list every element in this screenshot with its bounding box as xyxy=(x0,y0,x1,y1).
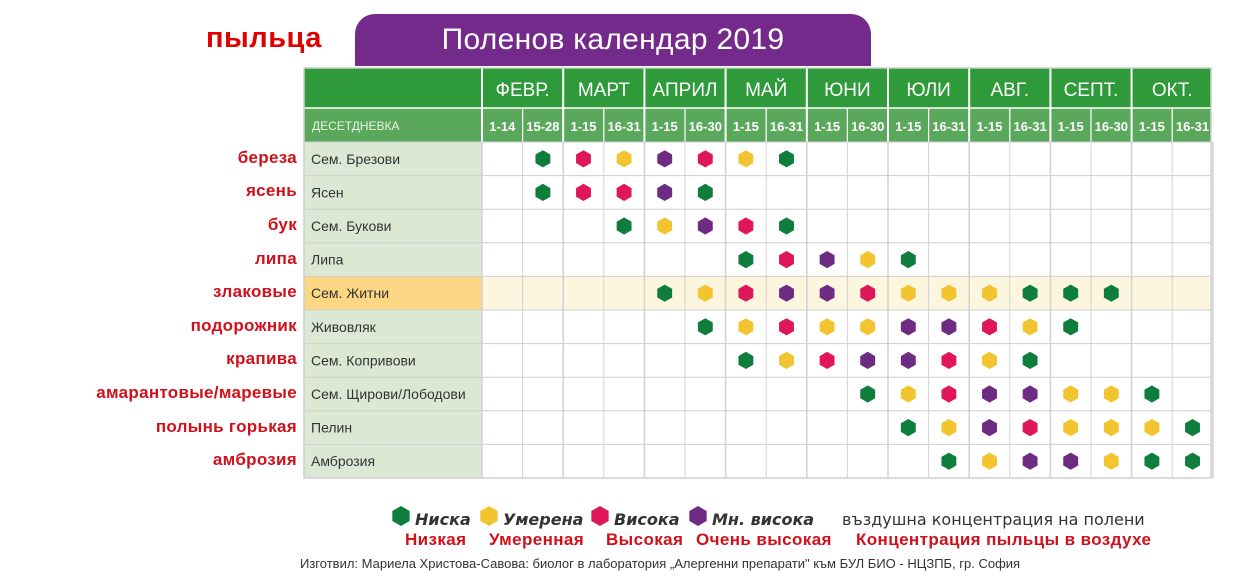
month-label: АПРИЛ xyxy=(652,80,718,101)
legend-description-bg: въздушна концентрация на полени xyxy=(842,510,1145,529)
species-bg-label: Амброзия xyxy=(311,453,376,470)
month-label: МАРТ xyxy=(577,80,630,101)
decade-label: 16-30 xyxy=(1094,119,1128,134)
month-label: ЮНИ xyxy=(824,80,871,101)
species-bg-label: Сем. Житни xyxy=(311,285,390,302)
species-ru-label: злаковые xyxy=(213,282,297,302)
legend-label-ru: Умеренная xyxy=(489,530,585,549)
pollen-russian-label: пыльца xyxy=(206,22,322,54)
species-ru-label: крапива xyxy=(226,349,297,369)
decade-label: 1-15 xyxy=(570,119,597,134)
species-bg-label: Липа xyxy=(311,251,344,268)
decade-label: 16-30 xyxy=(688,119,722,134)
species-bg-label: Сем. Букови xyxy=(311,218,392,234)
footer-credit: Изготвил: Мариела Христова-Савова: биолог в лаборатория „Алергенни препарати" към БУЛ БИО - НЦЗПБ, гр. София xyxy=(300,556,1021,571)
legend-marker-m xyxy=(478,505,500,527)
decade-label: 16-31 xyxy=(1013,119,1047,134)
legend-label-bg: Ниска xyxy=(415,510,471,529)
species-ru-label: ясень xyxy=(245,181,297,201)
legend-description-ru: Концентрация пыльцы в воздухе xyxy=(856,530,1152,549)
decade-header-label: ДЕСЕТДНЕВКА xyxy=(312,119,400,133)
decade-label: 1-15 xyxy=(732,119,759,134)
legend-marker-h xyxy=(589,505,611,527)
species-bg-label: Пелин xyxy=(311,419,353,436)
month-label: СЕПТ. xyxy=(1063,80,1119,101)
decade-label: 15-28 xyxy=(526,119,560,134)
legend-marker-n xyxy=(390,505,412,527)
species-ru-label: амарантовые/маревые xyxy=(96,383,297,402)
month-label: АВГ. xyxy=(990,80,1030,101)
decade-label: 1-15 xyxy=(814,119,841,134)
species-bg-label: Ясен xyxy=(311,184,344,201)
page-title: Поленов календар 2019 xyxy=(441,23,785,56)
species-bg-label: Сем. Щирови/Лободови xyxy=(311,386,466,402)
decade-label: 1-15 xyxy=(1057,119,1084,134)
legend-label-ru: Низкая xyxy=(405,530,467,549)
species-bg-label: Сем. Брезови xyxy=(311,150,401,167)
decade-label: 16-30 xyxy=(851,119,885,134)
legend-label-bg: Висока xyxy=(614,510,680,529)
month-label: МАЙ xyxy=(745,80,788,101)
species-ru-label: береза xyxy=(237,147,297,167)
species-ru-label: полынь горькая xyxy=(155,416,297,436)
month-label: ОКТ. xyxy=(1151,80,1193,101)
decade-label: 16-31 xyxy=(932,119,966,134)
decade-label: 1-15 xyxy=(976,119,1003,134)
month-label: ЮЛИ xyxy=(906,80,951,101)
legend-label-bg: Мн. висока xyxy=(712,510,815,529)
decade-label: 1-15 xyxy=(651,119,678,134)
species-ru-label: липа xyxy=(254,248,297,268)
species-ru-label: подорожник xyxy=(190,315,297,335)
species-ru-label: амброзия xyxy=(212,450,297,470)
decade-label: 16-31 xyxy=(607,119,641,134)
decade-label: 16-31 xyxy=(1175,119,1210,134)
decade-label: 1-15 xyxy=(1138,119,1165,134)
highlight-row xyxy=(482,276,1211,310)
decade-label: 1-14 xyxy=(489,119,516,134)
species-bg-label: Живовляк xyxy=(311,318,376,335)
decade-label: 16-31 xyxy=(769,119,804,134)
legend-marker-v xyxy=(687,505,709,527)
legend-label-bg: Умерена xyxy=(503,510,584,529)
decade-label: 1-15 xyxy=(895,119,922,134)
species-ru-label: бук xyxy=(267,215,297,234)
legend-label-ru: Высокая xyxy=(606,530,684,549)
species-bg-label: Сем. Копривови xyxy=(311,352,416,369)
month-label: ФЕВР. xyxy=(495,80,550,101)
legend-label-ru: Очень высокая xyxy=(696,530,832,549)
